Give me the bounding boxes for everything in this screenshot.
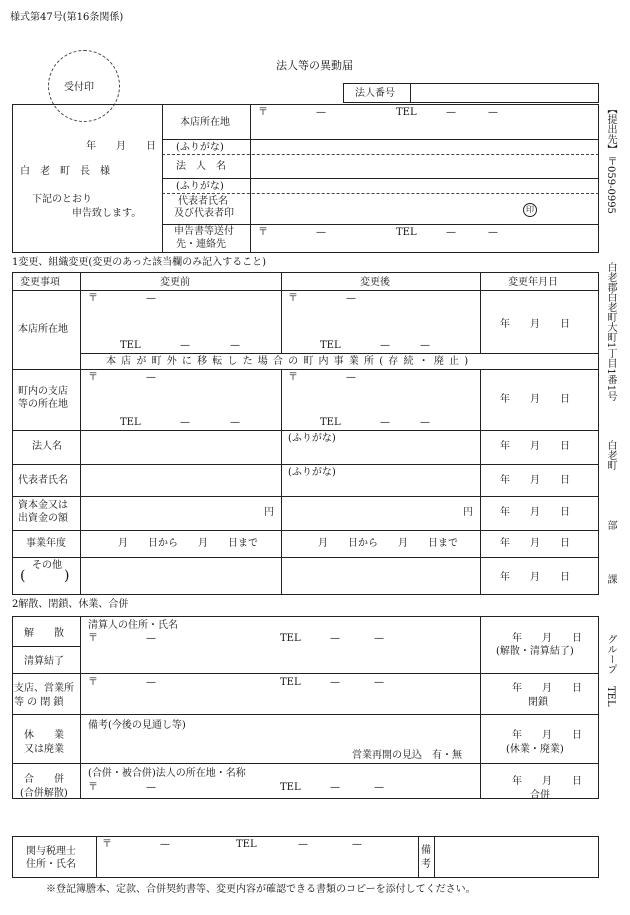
submit-tel: TEL <box>605 686 616 707</box>
submit-address: 白老郡白老町大町1丁目1番1号 <box>605 262 616 402</box>
remarks-1: 備 <box>421 845 431 856</box>
col-item: 変更事項 <box>20 277 60 288</box>
merger-1: 合 併 <box>24 774 64 785</box>
merger-2: (合併解散) <box>20 788 68 799</box>
label-head-office: 本店所在地 <box>180 117 230 128</box>
form-number: 様式第47号(第16条関係) <box>10 12 124 23</box>
section2-heading: 2解散、閉鎖、休業、合併 <box>12 599 129 610</box>
seal-mark: 印 <box>523 203 537 217</box>
contact-input[interactable] <box>254 240 594 252</box>
section1-heading: 1変更、組織変更(変更のあった該当欄のみ記入すること) <box>12 257 267 268</box>
corp-name-input[interactable] <box>254 157 594 175</box>
submit-section: 課 <box>605 574 616 584</box>
submit-town: 白老町 <box>605 440 616 470</box>
dissolution-label: 解 散 <box>24 628 64 639</box>
remarks-2: 考 <box>421 859 431 870</box>
reopen-prospect: 営業再開の見込 有・無 <box>352 750 462 761</box>
row-fiscal: 事業年度 <box>26 538 66 549</box>
corp-number-label: 法人番号 <box>355 88 395 99</box>
submit-postal: 〒059-0995 <box>605 156 616 214</box>
row-capital-2: 出資金の額 <box>18 513 68 524</box>
accountant-label-1: 関与税理士 <box>26 846 76 857</box>
label-rep-1: 代表者氏名 <box>178 196 228 207</box>
col-before: 変更前 <box>160 277 190 288</box>
relocation-note: 本 店 が 町 外 に 移 転 し た 場 合 の 町 内 事 業 所 ( 存 続 ・ 廃 止 ) <box>106 356 470 367</box>
footnote: ※登記簿謄本、定款、合併契約書等、変更内容が確認できる書類のコピーを添付してください。 <box>46 884 476 895</box>
applicant-date: 年 月 日 <box>86 141 156 152</box>
row-corp-name: 法人名 <box>32 441 62 452</box>
branch-close-2: 等 の 閉 鎖 <box>14 697 64 708</box>
label-furigana-1: (ふりがな) <box>176 142 224 153</box>
row-branch-1: 町内の支店 <box>18 386 68 397</box>
submit-heading: 【提出先】 <box>605 104 616 154</box>
page: 様式第47号(第16条関係) 法人等の異動届 受付印 法人番号 年 月 日 白 老 町 長 様 下記のとおり 申告致します。 本店所在地 (ふりがな) 法 人 名 (ふりがな) 代表者氏名 及び代表者印 申告書等送付 先・連絡先 〒 — TEL — — 印 〒 — TEL — — 【提出先】 〒059-0995 白老郡白老町大町1丁目1番1号 白老町 部 課 グループ TEL 1変更、組織変更(変更のあった該当欄のみ記入すること) 変更事項 変更前 変更後 変更年月日 本店所在地 〒 — TEL — — 〒 — TEL — — 年 月 日 本 店 が 町 外 に 移 転 し た 場 合 の 町 内 事 業 所 ( 存 続 ・ 廃 止 ) 町内の支店 等の所在地 〒 — TEL — — 〒 — TEL — — 年 月 日 法人名 (ふりがな) 年 月 日 代表者氏名 (ふりがな) 年 月 日 資本金又は 出資金の額 円 円 年 月 日 事業年度 月 日から 月 日まで 月 日から 月 日まで 年 月 日 その他 ( ) 年 月 日 2解散、閉鎖、休業、合併 解 散 清算結了 清算人の住所・氏名 〒 — TEL — — 年 月 日 (解散・清算結了) 支店、営業所 等 の 閉 鎖 〒 — TEL — — 年 月 日 閉鎖 休 業 又は廃業 備考(今後の見通し等) 営業再開の見込 有・無 年 月 日 (休業・廃業) 合 併 (合併解散) (合併・被合併)法人の所在地・名称 〒 — TEL — — 年 月 日 合併 関与税理士 住所・氏名 〒 — TEL — — 備 考 ※登記簿謄本、定款、合併契約書等、変更内容が確認できる書類のコピーを添付してください。 <box>10 12 616 895</box>
label-furigana-2: (ふりがな) <box>176 181 224 192</box>
label-corp-name: 法 人 名 <box>176 161 226 172</box>
form-title: 法人等の異動届 <box>276 59 353 72</box>
col-after: 変更後 <box>360 277 390 288</box>
suspend-1: 休 業 <box>24 730 64 741</box>
stamp-label: 受付印 <box>64 82 94 93</box>
addressee: 白 老 町 長 様 <box>20 166 110 177</box>
suspend-2: 又は廃業 <box>24 744 64 755</box>
rep-name-input[interactable] <box>254 196 504 220</box>
declare-line-2: 申告致します。 <box>72 208 142 219</box>
label-send-2: 先・連絡先 <box>176 239 226 250</box>
accountant-input[interactable] <box>100 852 414 874</box>
head-office-input[interactable] <box>254 120 594 136</box>
liquidation-end-label: 清算結了 <box>24 656 64 667</box>
row-head-office: 本店所在地 <box>18 324 68 335</box>
corp-number-input[interactable] <box>414 86 594 100</box>
row-other: その他 <box>32 560 62 571</box>
declare-line-1: 下記のとおり <box>32 194 92 205</box>
remarks-input[interactable] <box>438 840 594 874</box>
row-capital-1: 資本金又は <box>18 500 68 511</box>
row-rep-name: 代表者氏名 <box>18 475 68 486</box>
row-branch-2: 等の所在地 <box>18 399 68 410</box>
submit-dept: 部 <box>605 520 616 530</box>
label-send-1: 申告書等送付 <box>174 226 234 237</box>
label-rep-2: 及び代表者印 <box>174 208 234 219</box>
col-date: 変更年月日 <box>508 277 558 288</box>
accountant-label-2: 住所・氏名 <box>26 859 76 870</box>
branch-close-1: 支店、営業所 <box>14 683 74 694</box>
submit-group: グループ <box>605 634 616 674</box>
